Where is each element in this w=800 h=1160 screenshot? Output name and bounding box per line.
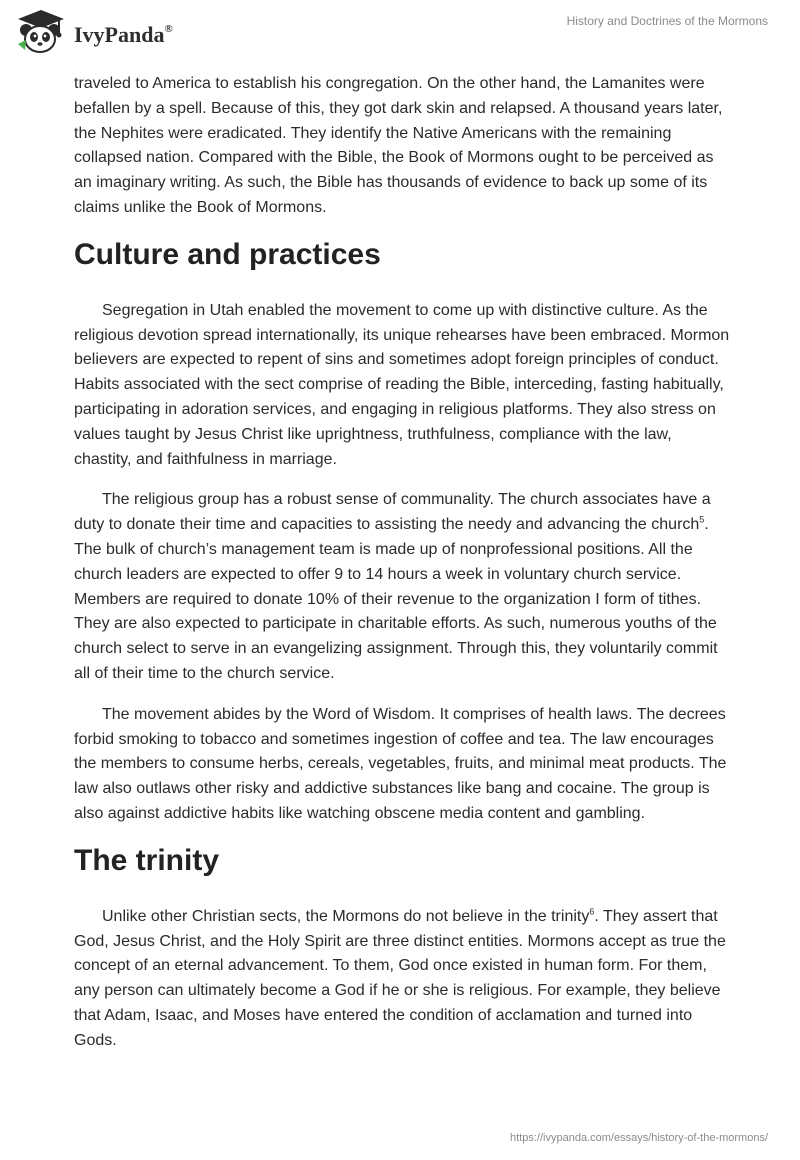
- section-heading-culture: Culture and practices: [74, 237, 381, 271]
- footnote-ref-5[interactable]: 5: [699, 514, 705, 525]
- paragraph-culture-3: The movement abides by the Word of Wisdom. It comprises of health laws. The decrees forbid smoking to tobacco and sometimes ingestion of coffee and tea. The law encourages the members to consume herbs, cereals, vegetables, fruits, and minimal meat products. The law also outlaws other risky and addictive substances like bang and cocaine. The group is also against addictive habits like watching obscene media content and gambling.: [74, 705, 727, 822]
- document-title: History and Doctrines of the Mormons: [566, 14, 768, 28]
- paragraph-culture-2: The religious group has a robust sense of communality. The church associates have a duty to donate their time and capacities to assisting the needy and advancing the church$^5$. The bulk of church’s management team is made up of nonprofessional positions. All the church leaders are expected to offer 9 to 14 hours a week in voluntary church service. Members are required to donate 10% of their revenue to the organization I form of tithes. They are also expected to participate in charitable efforts. As such, numerous youths of the church select to serve in an evangelizing assignment. Through this, they voluntarily commit all of their time to the church service.: [74, 491, 718, 682]
- page-header: [0, 0, 800, 64]
- article-body: [74, 72, 730, 1070]
- section-heading-trinity: The trinity: [74, 843, 220, 877]
- panda-graduate-icon: [14, 8, 68, 56]
- brand-name: IvyPanda®: [74, 22, 173, 47]
- ivypanda-logo[interactable]: [14, 8, 173, 56]
- source-url[interactable]: https://ivypanda.com/essays/history-of-the-mormons/: [510, 1132, 768, 1144]
- paragraph-trinity-1: Unlike other Christian sects, the Mormons do not believe in the trinity$^6$. They assert that God, Jesus Christ, and the Holy Spirit are three distinct entities. Mormons accept as true the concept of an eternal advancement. To them, God once existed in human form. For them, any person can ultimately become a God if he or she is religious. For example, they believe that Adam, Isaac, and Moses have entered the condition of acclamation and turned into Gods.: [74, 906, 726, 1049]
- paragraph-intro: traveled to America to establish his congregation. On the other hand, the Lamanites were befallen by a spell. Because of this, they got dark skin and relapsed. A thousand years later, the Nephites were eradicated. They identify the Native Americans with the remaining collapsed nation. Compared with the Bible, the Book of Mormons ought to be perceived as an imaginary writing. As such, the Bible has thousands of evidence to back up some of its claims unlike the Book of Mormons.: [74, 75, 723, 216]
- paragraph-culture-1: Segregation in Utah enabled the movement to come up with distinctive culture. As the religious devotion spread internationally, its unique rehearses have been embraced. Mormon believers are expected to repent of sins and sometimes adopt foreign principles of conduct. Habits associated with the sect comprise of reading the Bible, interceding, fasting habitually, participating in adoration services, and engaging in religious platforms. They also stress on values taught by Jesus Christ like uprightness, truthfulness, compliance with the law, chastity, and faithfulness in marriage.: [74, 301, 730, 468]
- footnote-ref-6[interactable]: 6: [589, 906, 595, 917]
